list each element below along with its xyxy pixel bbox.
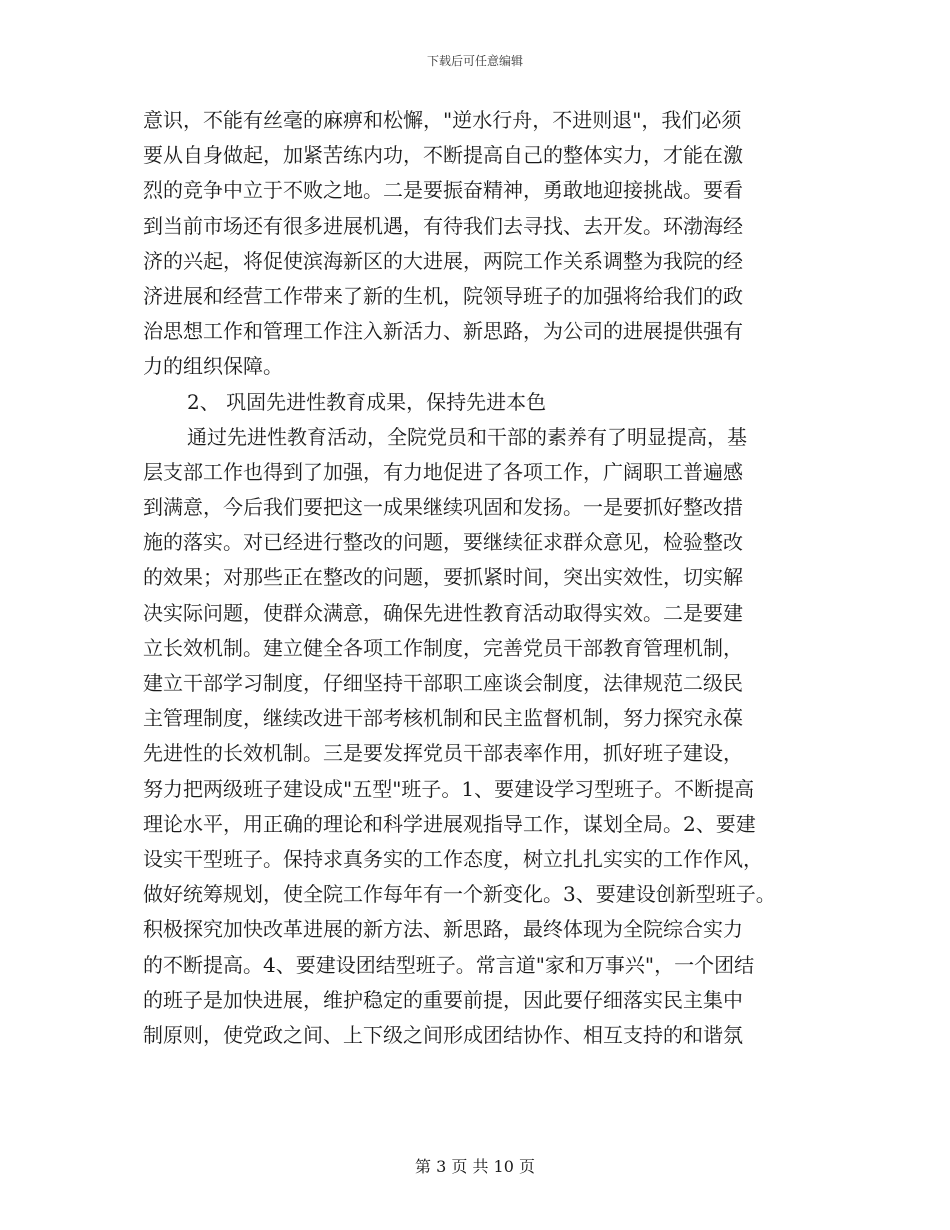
text-line: 做好统筹规划，使全院工作每年有一个新变化。3、要建设创新型班子。 bbox=[143, 882, 776, 907]
text-line: 先进性的长效机制。三是要发挥党员干部表率作用，抓好班子建设， bbox=[143, 741, 743, 766]
page-number-footer: 第 3 页 共 10 页 bbox=[415, 1157, 535, 1176]
text-line: 意识，不能有丝毫的麻痹和松懈，"逆水行舟，不进则退"，我们必须 bbox=[143, 108, 742, 132]
text-line: 理论水平，用正确的理论和科学进展观指导工作，谋划全局。2、要建 bbox=[143, 811, 756, 836]
text-line: 治思想工作和管理工作注入新活力、新思路，为公司的进展提供强有 bbox=[143, 319, 743, 344]
text-line: 立长效机制。建立健全各项工作制度，完善党员干部教育管理机制， bbox=[143, 635, 743, 660]
text-line: 积极探究加快改革进展的新方法、新思路，最终体现为全院综合实力 bbox=[143, 917, 743, 942]
text-line: 设实干型班子。保持求真务实的工作态度，树立扎扎实实的工作作风， bbox=[143, 846, 763, 871]
text-line: 施的落实。对已经进行整改的问题，要继续征求群众意见，检验整改 bbox=[143, 530, 743, 555]
text-line: 的班子是加快进展，维护稳定的重要前提，因此要仔细落实民主集中 bbox=[143, 987, 743, 1012]
page-header: 下载后可任意编辑 bbox=[426, 54, 523, 68]
text-line: 制原则，使党政之间、上下级之间形成团结协作、相互支持的和谐氛 bbox=[143, 1022, 743, 1047]
paragraph-first-line: 通过先进性教育活动，全院党员和干部的素养有了明显提高，基 bbox=[187, 424, 747, 449]
text-line: 层支部工作也得到了加强，有力地促进了各项工作，广阔职工普遍感 bbox=[143, 459, 743, 484]
text-line: 要从自身做起，加紧苦练内功，不断提高自己的整体实力，才能在激 bbox=[143, 143, 743, 168]
text-line: 的效果；对那些正在整改的问题，要抓紧时间，突出实效性，切实解 bbox=[143, 565, 743, 590]
text-line: 建立干部学习制度，仔细坚持干部职工座谈会制度，法律规范二级民 bbox=[143, 671, 743, 695]
text-line: 力的组织保障。 bbox=[143, 354, 283, 379]
text-line: 决实际问题，使群众满意，确保先进性教育活动取得实效。二是要建 bbox=[143, 600, 743, 625]
text-line: 到当前市场还有很多进展机遇，有待我们去寻找、去开发。环渤海经 bbox=[143, 213, 743, 238]
text-line: 努力把两级班子建设成"五型"班子。1、要建设学习型班子。不断提高 bbox=[143, 776, 755, 801]
text-line: 济进展和经营工作带来了新的生机，院领导班子的加强将给我们的政 bbox=[143, 283, 743, 308]
text-line: 烈的竞争中立于不败之地。二是要振奋精神，勇敢地迎接挑战。要看 bbox=[143, 178, 743, 203]
text-line: 的不断提高。4、要建设团结型班子。常言道"家和万事兴"，一个团结 bbox=[143, 952, 755, 977]
text-line: 主管理制度，继续改进干部考核机制和民主监督机制，努力探究永葆 bbox=[143, 706, 743, 731]
text-line: 济的兴起，将促使滨海新区的大进展，两院工作关系调整为我院的经 bbox=[143, 248, 743, 273]
document-body bbox=[143, 103, 823, 1053]
section-heading: 2、 巩固先进性教育成果，保持先进本色 bbox=[187, 389, 547, 414]
text-line: 到满意，今后我们要把这一成果继续巩固和发扬。一是要抓好整改措 bbox=[143, 495, 743, 520]
